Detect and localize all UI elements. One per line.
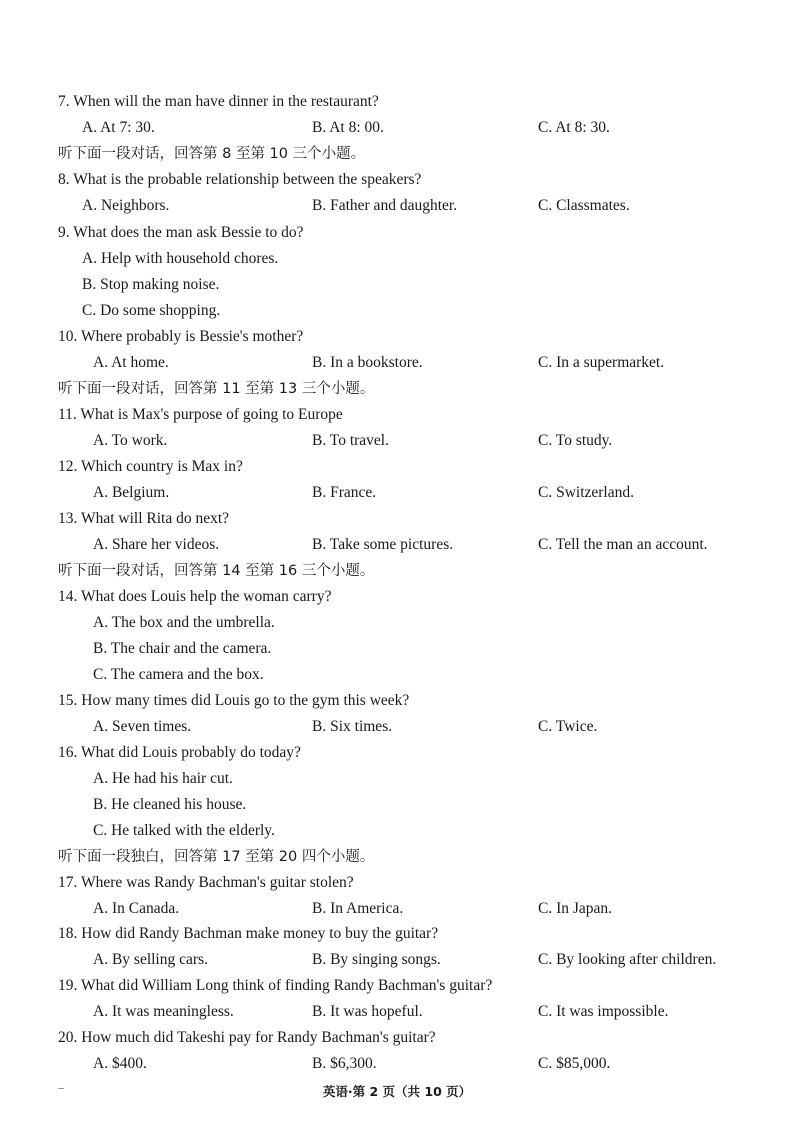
question-11-stem: 11. What is Max's purpose of going to Europe: [58, 406, 343, 423]
question-11-option-c: C. To study.: [538, 432, 613, 449]
question-10-stem: 10. Where probably is Bessie's mother?: [58, 328, 304, 345]
question-16-option-c: C. He talked with the elderly.: [93, 822, 275, 839]
question-19-option-c: C. It was impossible.: [538, 1003, 669, 1020]
question-8-option-b: B. Father and daughter.: [312, 197, 458, 214]
question-14-option-c: C. The camera and the box.: [93, 666, 264, 683]
question-13-option-a: A. Share her videos.: [93, 536, 220, 553]
question-20-stem: 20. How much did Takeshi pay for Randy Bachman's guitar?: [58, 1029, 436, 1046]
question-13-option-b: B. Take some pictures.: [312, 536, 454, 553]
question-17-stem: 17. Where was Randy Bachman's guitar stolen?: [58, 874, 354, 891]
question-15-option-c: C. Twice.: [538, 718, 598, 735]
question-12-stem: 12. Which country is Max in?: [58, 458, 243, 475]
question-19-option-b: B. It was hopeful.: [312, 1003, 423, 1020]
question-11-option-b: B. To travel.: [312, 432, 389, 449]
question-12-option-a: A. Belgium.: [93, 484, 170, 501]
question-17-option-b: B. In America.: [312, 900, 404, 917]
section-instruction-2: 听下面一段对话，回答第 11 至第 13 三个小题。: [58, 381, 375, 397]
question-8-option-a: A. Neighbors.: [82, 197, 170, 214]
question-9-option-c: C. Do some shopping.: [82, 302, 221, 319]
section-instruction-1: 听下面一段对话，回答第 8 至第 10 三个小题。: [58, 146, 366, 162]
section-instruction-3: 听下面一段对话，回答第 14 至第 16 三个小题。: [58, 563, 375, 579]
question-14-option-b: B. The chair and the camera.: [93, 640, 272, 657]
question-20-option-b: B. $6,300.: [312, 1055, 377, 1072]
question-14-stem: 14. What does Louis help the woman carry?: [58, 588, 332, 605]
question-15-option-b: B. Six times.: [312, 718, 393, 735]
question-19-option-a: A. It was meaningless.: [93, 1003, 234, 1020]
question-10-option-b: B. In a bookstore.: [312, 354, 423, 371]
question-17-option-a: A. In Canada.: [93, 900, 180, 917]
question-15-stem: 15. How many times did Louis go to the gym this week?: [58, 692, 410, 709]
question-7-option-a: A. At 7: 30.: [82, 119, 155, 136]
question-7-stem: 7. When will the man have dinner in the restaurant?: [58, 93, 379, 110]
question-18-option-b: B. By singing songs.: [312, 951, 441, 968]
question-7-option-c: C. At 8: 30.: [538, 119, 610, 136]
question-16-option-a: A. He had his hair cut.: [93, 770, 233, 787]
question-10-option-a: A. At home.: [93, 354, 169, 371]
question-18-option-c: C. By looking after children.: [538, 951, 717, 968]
question-12-option-b: B. France.: [312, 484, 377, 501]
question-9-stem: 9. What does the man ask Bessie to do?: [58, 224, 304, 241]
question-13-stem: 13. What will Rita do next?: [58, 510, 230, 527]
question-19-stem: 19. What did William Long think of finding Randy Bachman's guitar?: [58, 977, 493, 994]
page-footer: 英语·第 2 页（共 10 页）: [322, 1084, 472, 1099]
question-11-option-a: A. To work.: [93, 432, 168, 449]
question-20-option-a: A. $400.: [93, 1055, 147, 1072]
question-7-option-b: B. At 8: 00.: [312, 119, 384, 136]
question-20-option-c: C. $85,000.: [538, 1055, 611, 1072]
question-14-option-a: A. The box and the umbrella.: [93, 614, 275, 631]
question-16-option-b: B. He cleaned his house.: [93, 796, 247, 813]
question-8-stem: 8. What is the probable relationship between the speakers?: [58, 171, 422, 188]
question-18-stem: 18. How did Randy Bachman make money to buy the guitar?: [58, 925, 439, 942]
question-13-option-c: C. Tell the man an account.: [538, 536, 708, 553]
question-8-option-c: C. Classmates.: [538, 197, 630, 214]
question-16-stem: 16. What did Louis probably do today?: [58, 744, 301, 761]
question-12-option-c: C. Switzerland.: [538, 484, 634, 501]
question-10-option-c: C. In a supermarket.: [538, 354, 665, 371]
question-17-option-c: C. In Japan.: [538, 900, 613, 917]
section-instruction-4: 听下面一段独白，回答第 17 至第 20 四个小题。: [58, 849, 375, 865]
question-9-option-a: A. Help with household chores.: [82, 250, 279, 267]
question-18-option-a: A. By selling cars.: [93, 951, 208, 968]
question-9-option-b: B. Stop making noise.: [82, 276, 220, 293]
question-15-option-a: A. Seven times.: [93, 718, 192, 735]
